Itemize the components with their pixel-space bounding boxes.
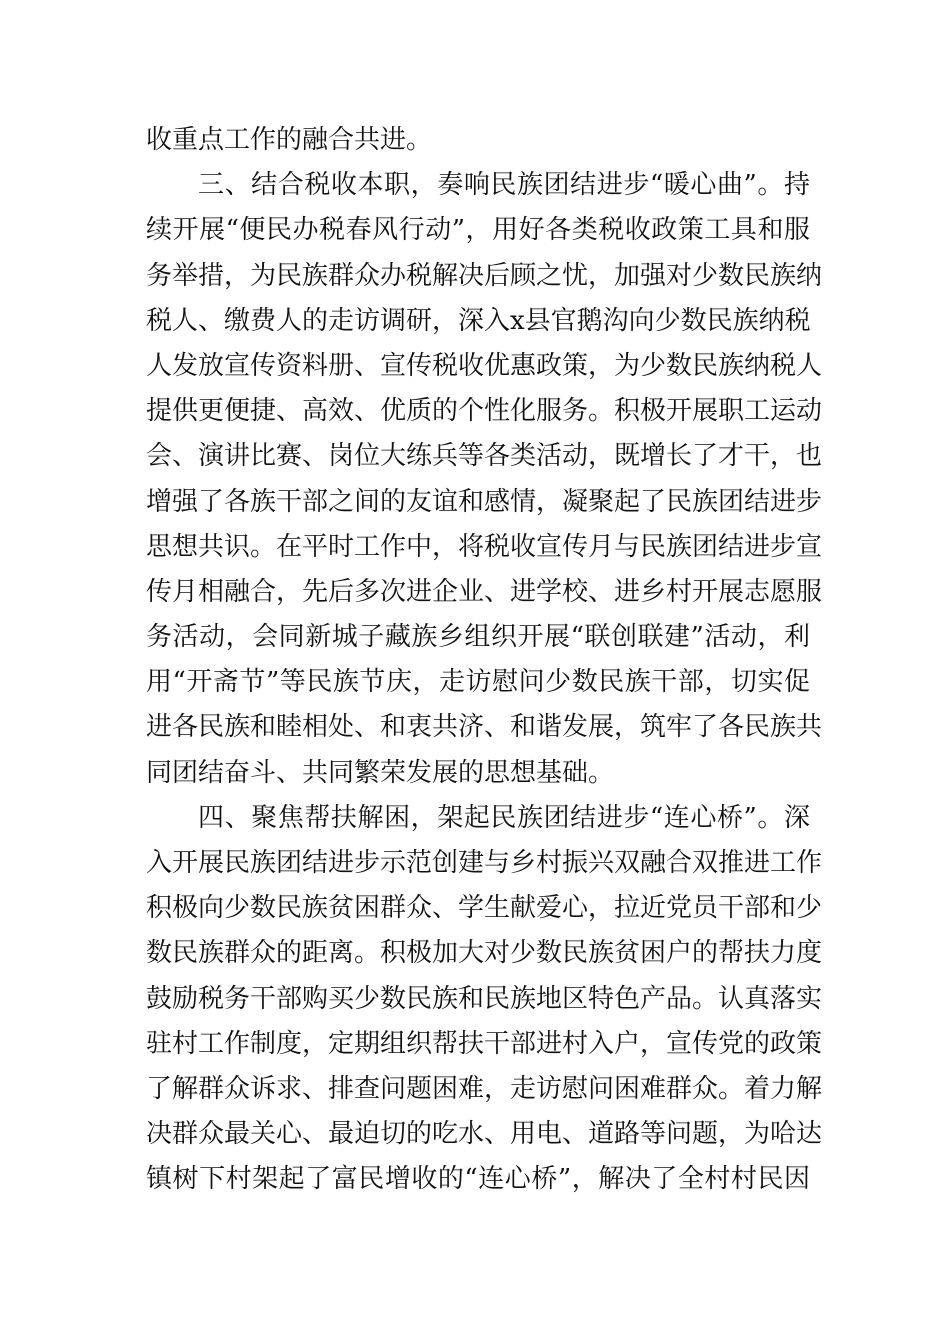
text-line: 传月相融合，先后多次进企业、进学校、进乡村开展志愿服 xyxy=(146,576,823,607)
text-line: 续开展“便民办税春风行动”，用好各类税收政策工具和服 xyxy=(146,215,810,246)
text-line: 进各民族和睦相处、和衷共济、和谐发展，筑牢了各民族共 xyxy=(146,712,823,743)
section-heading-line: 四、聚焦帮扶解困，架起民族团结进步“连心桥”。深 xyxy=(198,802,810,833)
text-line: 收重点工作的融合共进。 xyxy=(146,125,433,155)
text-line: 了解群众诉求、排查问题困难，走访慰问困难群众。着力解 xyxy=(146,1073,823,1104)
text-line: 驻村工作制度，定期组织帮扶干部进村入户，宣传党的政策 xyxy=(146,1028,823,1059)
text-line: 同团结奋斗、共同繁荣发展的思想基础。 xyxy=(146,757,615,788)
text-line: 镇树下村架起了富民增收的“连心桥”，解决了全村村民因 xyxy=(146,1164,810,1195)
section-heading-line: 三、结合税收本职，奏响民族团结进步“暖心曲”。持 xyxy=(198,170,810,201)
text-line: 税人、缴费人的走访调研，深入x县官鹅沟向少数民族纳税 xyxy=(146,305,811,336)
text-line: 积极向少数民族贫困群众、学生献爱心，拉近党员干部和少 xyxy=(146,893,823,924)
text-line: 用“开斋节”等民族节庆，走访慰问少数民族干部，切实促 xyxy=(146,667,810,698)
text-line: 务活动，会同新城子藏族乡组织开展“联创联建”活动，利 xyxy=(146,622,810,653)
text-line: 数民族群众的距离。积极加大对少数民族贫困户的帮扶力度 xyxy=(146,938,823,969)
body-text xyxy=(146,118,823,1203)
text-line: 会、演讲比赛、岗位大练兵等各类活动，既增长了才干，也 xyxy=(146,441,823,472)
text-line: 人发放宣传资料册、宣传税收优惠政策，为少数民族纳税人 xyxy=(146,350,823,381)
text-line: 鼓励税务干部购买少数民族和民族地区特色产品。认真落实 xyxy=(146,983,823,1014)
text-line: 务举措，为民族群众办税解决后顾之忧，加强对少数民族纳 xyxy=(146,260,823,291)
text-line: 入开展民族团结进步示范创建与乡村振兴双融合双推进工作 xyxy=(146,848,823,878)
text-line: 增强了各族干部之间的友谊和感情，凝聚起了民族团结进步 xyxy=(146,486,823,517)
text-line: 思想共识。在平时工作中，将税收宣传月与民族团结进步宣 xyxy=(146,531,823,562)
text-line: 决群众最关心、最迫切的吃水、用电、道路等问题，为哈达 xyxy=(146,1119,823,1150)
text-line: 提供更便捷、高效、优质的个性化服务。积极开展职工运动 xyxy=(146,396,823,427)
